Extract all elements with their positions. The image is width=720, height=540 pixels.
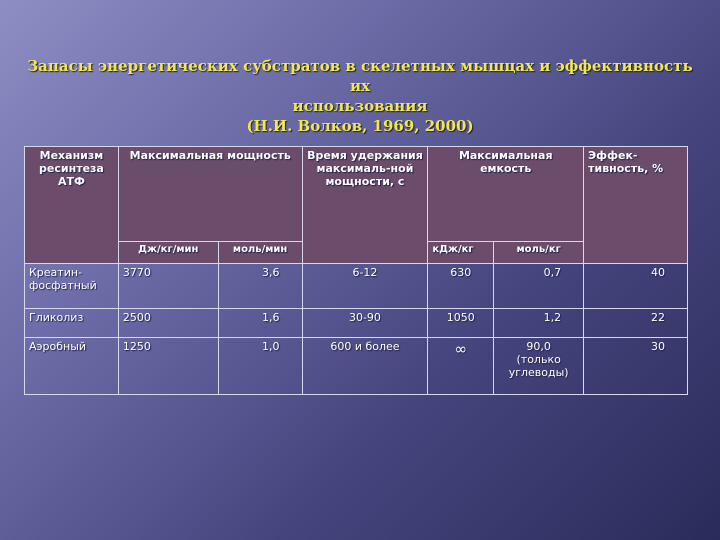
cell-capacity-kj: 630 — [428, 264, 494, 309]
cell-efficiency: 30 — [584, 338, 688, 395]
table-row — [25, 264, 688, 309]
subheader-capacity-mol: моль/кг — [494, 242, 584, 264]
row-name: Гликолиз — [25, 309, 119, 338]
cell-capacity-mol — [494, 338, 584, 395]
cell-capacity-kj: 1050 — [428, 309, 494, 338]
cell-power-mol: 3,6 — [218, 264, 302, 309]
title-line-3: (Н.И. Волков, 1969, 2000) — [246, 117, 474, 135]
cell-power-mol: 1,6 — [218, 309, 302, 338]
substrates-table — [24, 146, 688, 395]
cell-capacity-kj — [428, 338, 494, 395]
header-max-capacity: Максимальная емкость — [428, 147, 584, 242]
title-line-2: использования — [292, 97, 428, 115]
row-name: Аэробный — [25, 338, 119, 395]
subheader-power-mol: моль/мин — [218, 242, 302, 264]
slide-title — [20, 56, 700, 136]
cell-power-j: 2500 — [118, 309, 218, 338]
cell-time: 30-90 — [302, 309, 428, 338]
header-time: Время удержания максималь-ной мощности, с — [302, 147, 428, 264]
cell-power-j: 3770 — [118, 264, 218, 309]
cell-capacity-mol: 1,2 — [494, 309, 584, 338]
cell-time: 600 и более — [302, 338, 428, 395]
table-row — [25, 309, 688, 338]
cell-efficiency: 22 — [584, 309, 688, 338]
cell-capacity-mol-value: 90,0 — [526, 340, 551, 353]
cell-power-mol: 1,0 — [218, 338, 302, 395]
infinity-symbol: ∞ — [454, 340, 468, 358]
header-mechanism: Механизм ресинтеза АТФ — [25, 147, 119, 264]
header-max-power: Максимальная мощность — [118, 147, 302, 242]
table-header-row — [25, 147, 688, 242]
cell-time: 6-12 — [302, 264, 428, 309]
cell-power-j: 1250 — [118, 338, 218, 395]
row-name: Креатин-фосфатный — [25, 264, 119, 309]
cell-capacity-note: (только углеводы) — [508, 353, 569, 379]
subheader-capacity-kj: кДж/кг — [428, 242, 494, 264]
subheader-power-j: Дж/кг/мин — [118, 242, 218, 264]
cell-capacity-mol: 0,7 — [494, 264, 584, 309]
table-row — [25, 338, 688, 395]
header-efficiency: Эффек-тивность, % — [584, 147, 688, 264]
title-line-1: Запасы энергетических субстратов в скелетных мышцах и эффективность их — [27, 57, 693, 95]
cell-efficiency: 40 — [584, 264, 688, 309]
